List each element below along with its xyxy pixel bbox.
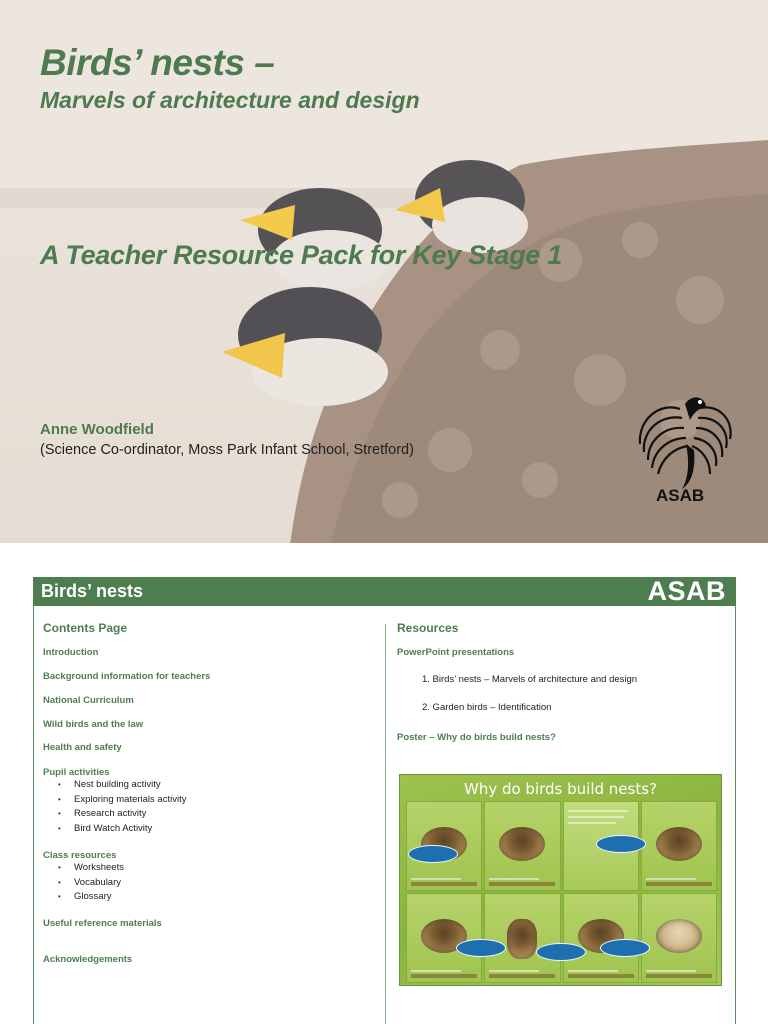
cover-pack-title: A Teacher Resource Pack for Key Stage 1 bbox=[40, 240, 563, 270]
poster-bubble bbox=[408, 845, 458, 863]
cover-logo-text: ASAB bbox=[656, 486, 705, 505]
poster-cell bbox=[641, 801, 717, 891]
nest-image bbox=[656, 919, 702, 953]
contents-link-health[interactable]: Health and safety bbox=[43, 742, 122, 753]
nest-image bbox=[656, 827, 702, 861]
presentation-item-1: 1. Birds’ nests – Marvels of architecture and design bbox=[422, 674, 638, 685]
cover-author: Anne Woodfield bbox=[40, 421, 154, 438]
contents-link-introduction[interactable]: Introduction bbox=[43, 647, 99, 658]
resources-heading: Resources bbox=[397, 621, 459, 635]
list-item: • Bird Watch Activity bbox=[34, 822, 186, 837]
list-item: • Exploring materials activity bbox=[34, 793, 186, 808]
poster-bubble bbox=[536, 943, 586, 961]
cover-affiliation: (Science Co-ordinator, Moss Park Infant School, Stretford) bbox=[40, 442, 414, 458]
contents-link-pupil-activities[interactable]: Pupil activities bbox=[43, 767, 110, 778]
contents-page bbox=[33, 577, 736, 1024]
activities-list bbox=[34, 778, 186, 836]
contents-link-class-resources[interactable]: Class resources bbox=[43, 850, 117, 861]
list-item: • Research activity bbox=[34, 807, 186, 822]
poster-cell bbox=[484, 801, 560, 891]
nest-image bbox=[499, 827, 545, 861]
nest-image bbox=[507, 919, 537, 959]
poster-title: Why do birds build nests? bbox=[463, 780, 657, 798]
page-header bbox=[33, 577, 736, 606]
contents-link-acknowledgements[interactable]: Acknowledgements bbox=[43, 954, 133, 965]
list-item: • Nest building activity bbox=[34, 778, 186, 793]
resources-link-poster[interactable]: Poster – Why do birds build nests? bbox=[397, 732, 556, 743]
class-resources-list bbox=[34, 861, 124, 905]
contents-link-law[interactable]: Wild birds and the law bbox=[43, 719, 144, 730]
poster-cell bbox=[641, 893, 717, 983]
poster-bubble bbox=[456, 939, 506, 957]
cover-title: Birds’ nests – bbox=[40, 42, 275, 83]
page-header-brand: ASAB bbox=[647, 576, 726, 606]
contents-link-reference[interactable]: Useful reference materials bbox=[43, 918, 162, 929]
presentation-item-2: 2. Garden birds – Identification bbox=[422, 702, 552, 713]
poster-cell bbox=[406, 893, 482, 983]
contents-link-curriculum[interactable]: National Curriculum bbox=[43, 695, 134, 706]
cover-subtitle: Marvels of architecture and design bbox=[40, 87, 420, 113]
list-item: • Glossary bbox=[34, 890, 124, 905]
contents-link-background[interactable]: Background information for teachers bbox=[43, 671, 211, 682]
column-divider bbox=[385, 624, 386, 1024]
page-header-title: Birds’ nests bbox=[41, 581, 144, 601]
poster-bubble bbox=[600, 939, 650, 957]
poster-cell bbox=[484, 893, 560, 983]
resources-link-powerpoint[interactable]: PowerPoint presentations bbox=[397, 647, 515, 658]
poster-thumbnail[interactable] bbox=[399, 774, 722, 986]
contents-heading: Contents Page bbox=[43, 621, 128, 635]
list-item: • Vocabulary bbox=[34, 876, 124, 891]
poster-cell bbox=[563, 893, 639, 983]
poster-bubble bbox=[596, 835, 646, 853]
list-item: • Worksheets bbox=[34, 861, 124, 876]
